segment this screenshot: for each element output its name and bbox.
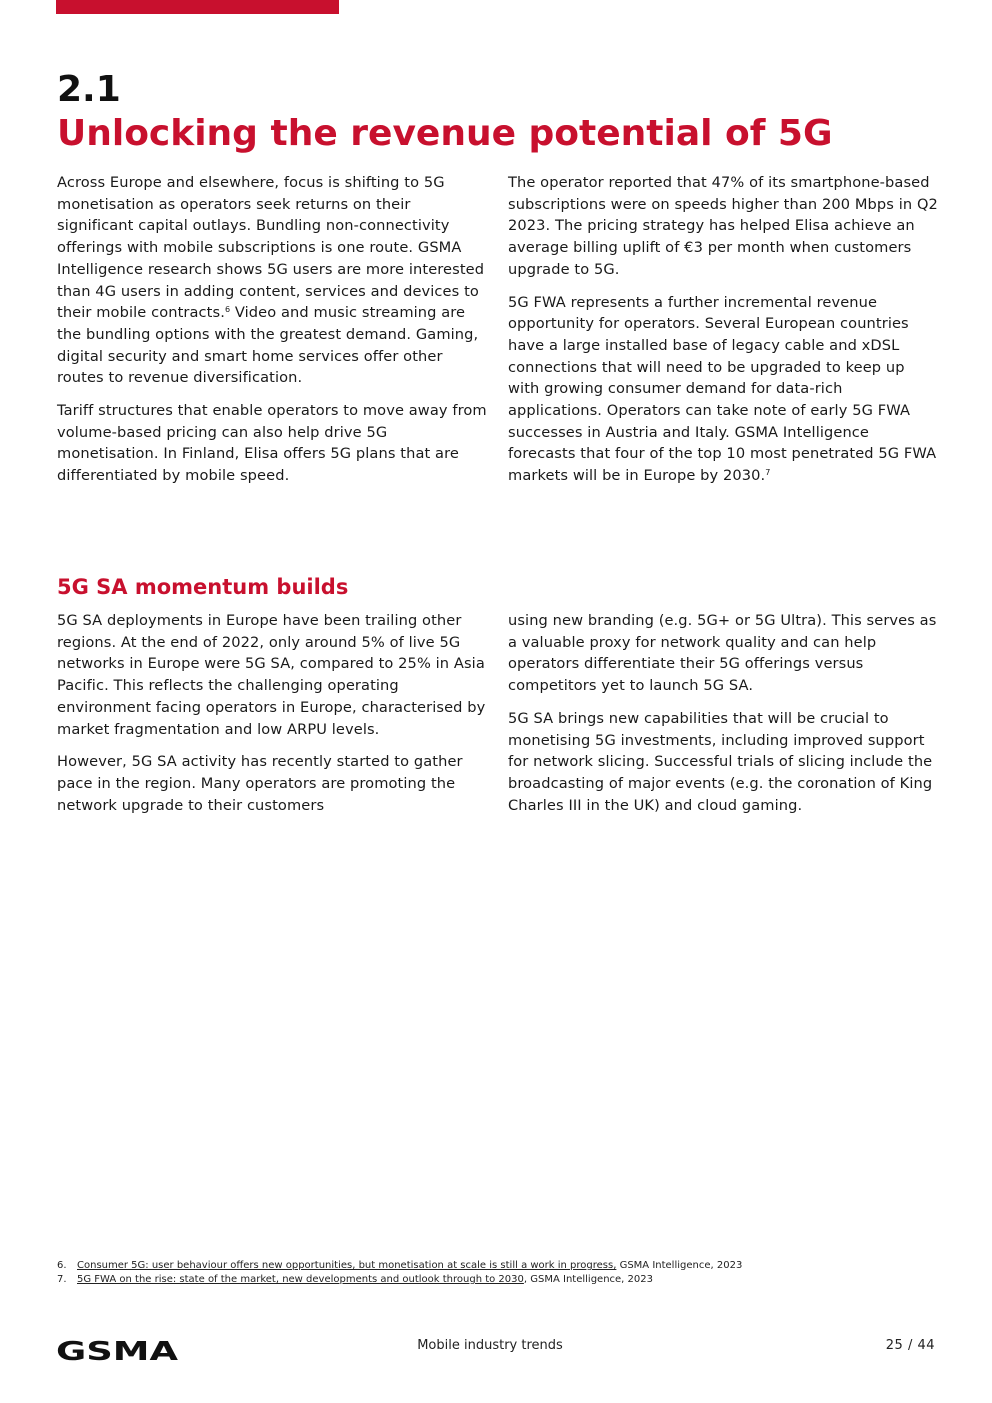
footnote-6: 6. Consumer 5G: user behaviour offers new opportunities, but monetisation at scale is still a work in progress, GSMA Intelligence, 2023 bbox=[57, 1260, 743, 1271]
paragraph: However, 5G SA activity has recently started to gather pace in the region. Many operators are promoting the network upgrade to their customers bbox=[57, 753, 463, 814]
footnotes bbox=[57, 1259, 937, 1287]
paragraph: using new branding (e.g. 5G+ or 5G Ultra). This serves as a valuable proxy for network quality and can help operators differentiate their 5G offerings versus competitors yet to launch 5G SA. bbox=[508, 612, 937, 695]
subsection-title: 5G SA momentum builds bbox=[57, 575, 349, 599]
footnote-ref-7[interactable]: 7 bbox=[765, 468, 771, 478]
part1-column-right bbox=[508, 172, 938, 498]
top-accent-bar bbox=[56, 0, 339, 14]
page-number: 25 / 44 bbox=[885, 1338, 935, 1353]
footnote-7: 7. 5G FWA on the rise: state of the market, new developments and outlook through to 2030, GSMA Intelligence, 2023 bbox=[57, 1274, 653, 1285]
footnote-6-link[interactable]: Consumer 5G: user behaviour offers new opportunities, but monetisation at scale is still a work in progress, bbox=[77, 1260, 617, 1271]
svg-text:GSMA: GSMA bbox=[56, 1338, 178, 1362]
part1-column-left bbox=[57, 172, 487, 498]
footnote-ref-6[interactable]: 6 bbox=[224, 305, 231, 315]
paragraph: 5G SA deployments in Europe have been trailing other regions. At the end of 2022, only around 5% of live 5G networks in Europe were 5G SA, compared to 25% in Asia Pacific. This reflects the challenging operating environment facing operators in Europe, characterised by market fragmentation and low ARPU levels. bbox=[57, 612, 486, 738]
section-title: Unlocking the revenue potential of 5G bbox=[57, 113, 833, 154]
paragraph: 5G FWA represents a further incremental revenue opportunity for operators. Several European countries have a large installed base of legacy cable and xDSL connections that will need to be upgraded to keep up with growing consumer demand for data-rich applications. Operators can take note of early 5G FWA successes in Austria and Italy. GSMA Intelligence forecasts that four of the top 10 most penetrated 5G FWA markets will be in Europe by 2030.$^7$ bbox=[508, 293, 937, 485]
paragraph: Tariff structures that enable operators to move away from volume-based pricing can also help drive 5G monetisation. In Finland, Elisa offers 5G plans that are differentiated by mobile speed. bbox=[57, 402, 487, 485]
paragraph: The operator reported that 47% of its smartphone-based subscriptions were on speeds higher than 200 Mbps in Q2 2023. The pricing strategy has helped Elisa achieve an average billing uplift of €3 per month when customers upgrade to 5G. bbox=[508, 174, 938, 278]
part2-column-left bbox=[57, 610, 487, 827]
footer-title: Mobile industry trends bbox=[417, 1338, 563, 1353]
paragraph: Across Europe and elsewhere, focus is shifting to 5G monetisation as operators seek returns on their significant capital outlays. Bundling non-connectivity offerings with mobile subscriptions is one route. GSMA Intelligence research shows 5G users are more interested than 4G users in adding content, services and devices to their mobile contracts.$^6$ Video and music streaming are the bundling options with the greatest demand. Gaming, digital security and smart home services offer other routes to revenue diversification. bbox=[57, 174, 485, 387]
section-number: 2.1 bbox=[57, 69, 121, 110]
part2-column-right bbox=[508, 610, 938, 827]
footnote-7-link[interactable]: 5G FWA on the rise: state of the market, new developments and outlook through to 2030 bbox=[77, 1274, 524, 1285]
paragraph: 5G SA brings new capabilities that will be crucial to monetising 5G investments, including improved support for network slicing. Successful trials of slicing include the broadcasting of major events (e.g. the coronation of King Charles III in the UK) and cloud gaming. bbox=[508, 709, 933, 814]
